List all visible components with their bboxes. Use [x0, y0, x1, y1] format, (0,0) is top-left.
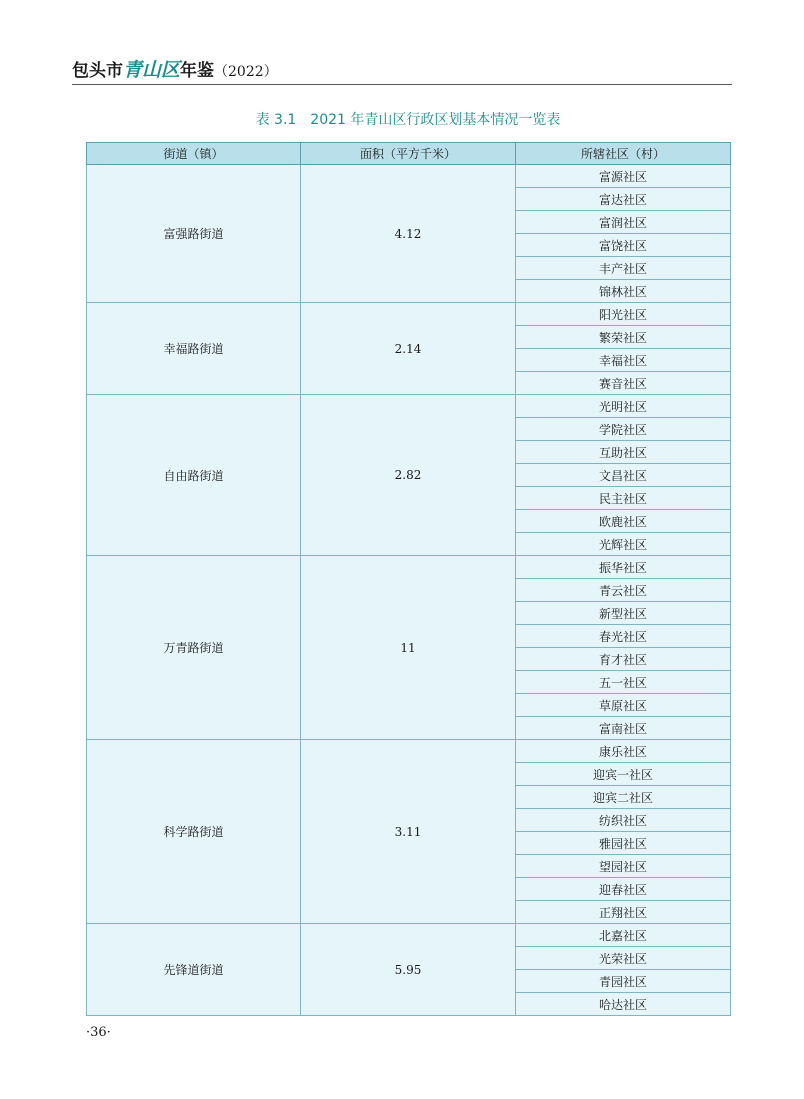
table-row	[87, 740, 731, 763]
community-cell: 振华社区	[516, 556, 731, 579]
table-row	[87, 556, 731, 579]
table-row	[87, 395, 731, 418]
table-header-row	[87, 143, 731, 165]
column-header-street: 街道（镇）	[87, 143, 301, 165]
area-cell: 3.11	[301, 740, 516, 924]
area-cell: 2.14	[301, 303, 516, 395]
area-cell: 11	[301, 556, 516, 740]
community-cell: 富南社区	[516, 717, 731, 740]
header-district: 青山区	[123, 59, 181, 81]
community-cell: 学院社区	[516, 418, 731, 441]
community-cell: 青园社区	[516, 970, 731, 993]
street-name-cell: 自由路街道	[87, 395, 301, 556]
community-cell: 迎春社区	[516, 878, 731, 901]
community-cell: 文昌社区	[516, 464, 731, 487]
community-cell: 望园社区	[516, 855, 731, 878]
community-cell: 迎宾二社区	[516, 786, 731, 809]
page-number: ·36·	[86, 1025, 111, 1040]
community-cell: 互助社区	[516, 441, 731, 464]
area-cell: 5.95	[301, 924, 516, 1016]
community-cell: 正翔社区	[516, 901, 731, 924]
street-name-cell: 幸福路街道	[87, 303, 301, 395]
header-year: （2022）	[214, 64, 278, 80]
street-name-cell: 先锋道街道	[87, 924, 301, 1016]
area-cell: 2.82	[301, 395, 516, 556]
community-cell: 赛音社区	[516, 372, 731, 395]
community-cell: 阳光社区	[516, 303, 731, 326]
community-cell: 迎宾一社区	[516, 763, 731, 786]
header-yearbook: 年鉴	[180, 61, 215, 81]
community-cell: 草原社区	[516, 694, 731, 717]
community-cell: 富源社区	[516, 165, 731, 188]
column-header-area: 面积（平方千米）	[301, 143, 516, 165]
street-name-cell: 富强路街道	[87, 165, 301, 303]
community-cell: 光荣社区	[516, 947, 731, 970]
table-row	[87, 303, 731, 326]
running-header	[72, 56, 732, 85]
street-name-cell: 科学路街道	[87, 740, 301, 924]
community-cell: 育才社区	[516, 648, 731, 671]
community-cell: 锦林社区	[516, 280, 731, 303]
street-name-cell: 万青路街道	[87, 556, 301, 740]
community-cell: 雅园社区	[516, 832, 731, 855]
table-row	[87, 165, 731, 188]
table-body	[87, 165, 731, 1016]
community-cell: 新型社区	[516, 602, 731, 625]
community-cell: 繁荣社区	[516, 326, 731, 349]
table-caption: 表 3.1 2021 年青山区行政区划基本情况一览表	[255, 112, 561, 128]
community-cell: 富润社区	[516, 211, 731, 234]
community-cell: 欧鹿社区	[516, 510, 731, 533]
community-cell: 富达社区	[516, 188, 731, 211]
table-row	[87, 924, 731, 947]
community-cell: 青云社区	[516, 579, 731, 602]
community-cell: 五一社区	[516, 671, 731, 694]
community-cell: 哈达社区	[516, 993, 731, 1016]
community-cell: 民主社区	[516, 487, 731, 510]
header-city: 包头市	[72, 61, 123, 81]
community-cell: 光明社区	[516, 395, 731, 418]
community-cell: 幸福社区	[516, 349, 731, 372]
area-cell: 4.12	[301, 165, 516, 303]
community-cell: 富饶社区	[516, 234, 731, 257]
community-cell: 纺织社区	[516, 809, 731, 832]
division-table	[86, 142, 731, 1016]
community-cell: 光辉社区	[516, 533, 731, 556]
community-cell: 丰产社区	[516, 257, 731, 280]
community-cell: 北嘉社区	[516, 924, 731, 947]
community-cell: 春光社区	[516, 625, 731, 648]
community-cell: 康乐社区	[516, 740, 731, 763]
column-header-communities: 所辖社区（村）	[516, 143, 731, 165]
